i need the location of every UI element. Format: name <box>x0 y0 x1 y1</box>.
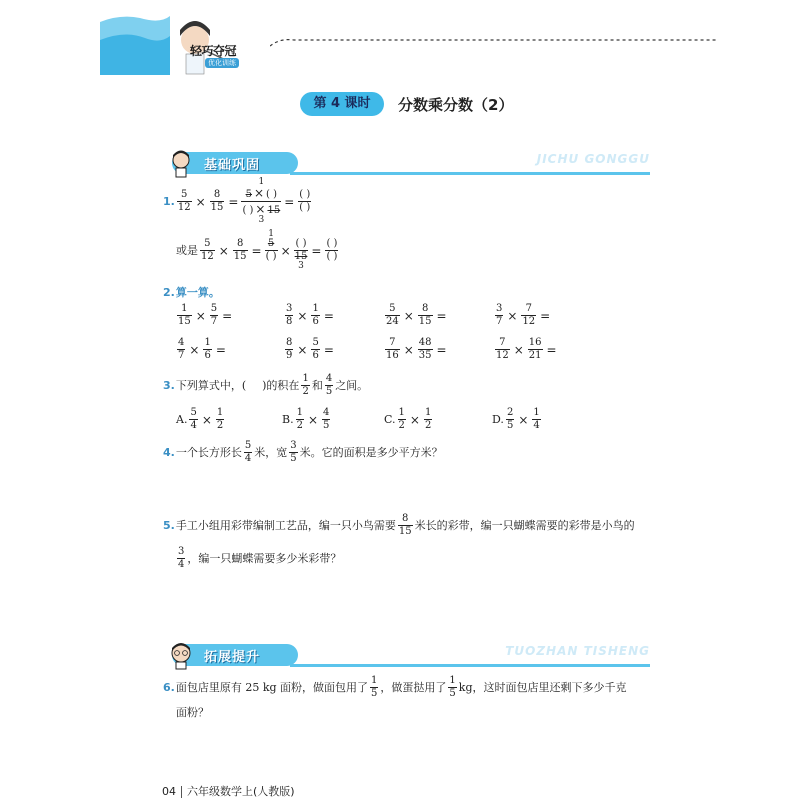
section-basic-header <box>160 148 650 174</box>
choice-option[interactable]: D. $\frac{2}{5}$ × $\frac{1}{4}$ <box>492 407 540 431</box>
fraction: $\frac{5}{12}$ <box>177 189 191 213</box>
section-label: 拓展提升 <box>204 650 261 665</box>
fraction: $\frac{5}{24}$ <box>386 303 399 327</box>
page-footer <box>162 783 295 799</box>
calc-item: $\frac{5}{24}$ × $\frac{8}{15}$ = <box>386 303 447 327</box>
choice-option[interactable]: C. $\frac{1}{2}$ × $\frac{1}{2}$ <box>384 407 432 431</box>
cancel-fraction: $\frac{( )}{15}$ 3 <box>294 238 308 271</box>
fraction: $\frac{4}{5}$ <box>323 407 330 431</box>
boy-avatar-icon <box>166 640 196 670</box>
fraction: $\frac{1}{2}$ <box>216 407 224 431</box>
choice-option[interactable]: B. $\frac{1}{2}$ × $\frac{4}{5}$ <box>282 407 330 431</box>
calc-item: $\frac{3}{8}$ × $\frac{1}{6}$ = <box>286 303 334 327</box>
fraction: $\frac{5}{4}$ <box>190 407 197 431</box>
question-2-grid <box>176 304 576 374</box>
question-3-options <box>176 408 576 432</box>
section-english: JICHU GONGGU <box>536 152 650 166</box>
logo-title: 轻巧夺冠 <box>190 44 237 58</box>
fraction: $\frac{7}{16}$ <box>386 337 399 361</box>
fraction: $\frac{1}{6}$ <box>312 303 319 327</box>
answer-fraction: $\frac{( )}{( )}$ <box>299 189 311 213</box>
section-underline <box>290 172 650 175</box>
fraction: $\frac{1}{2}$ <box>424 407 432 431</box>
question-4: 4. 一个长方形长 $\frac{5}{4}$ 米，宽 $\frac{3}{5}$ 米。它的面积是多少平方米？ <box>163 440 443 464</box>
girl-avatar-icon <box>166 148 196 178</box>
cancel-fraction: 1 $\frac{5}{( )}$ <box>265 229 277 262</box>
question-2-title: 2. 算一算。 <box>163 286 220 299</box>
logo-subtitle: 优化训练 <box>205 58 239 68</box>
fraction: $\frac{1}{2}$ <box>398 407 405 431</box>
fraction: $\frac{3}{7}$ <box>496 303 503 327</box>
fraction: $\frac{4}{7}$ <box>178 337 185 361</box>
fraction: $\frac{16}{21}$ <box>528 337 542 361</box>
section-english: TUOZHAN TISHENG <box>505 644 650 658</box>
calc-item: $\frac{7}{16}$ × $\frac{48}{35}$ = <box>386 337 447 361</box>
fraction: $\frac{3}{8}$ <box>286 303 293 327</box>
calc-item: $\frac{8}{9}$ × $\frac{5}{6}$ = <box>286 337 334 361</box>
calc-item: $\frac{7}{12}$ × $\frac{16}{21}$ = <box>496 337 557 361</box>
question-1-line-1: 1. $\frac{5}{12}$ × $\frac{8}{15}$ = 1 $\frac{5 \times ( )}{( ) \times 15}$ 3 = $\frac{( )}{( )}$ <box>163 177 311 225</box>
lesson-title: 分数乘分数（2） <box>398 96 514 114</box>
section-extend-header <box>160 640 650 666</box>
book-title: 六年级数学上(人教版) <box>187 785 295 798</box>
calc-item: $\frac{4}{7}$ × $\frac{1}{6}$ = <box>178 337 226 361</box>
page-number: 04 <box>162 785 176 798</box>
fraction: $\frac{7}{12}$ <box>496 337 509 361</box>
fraction: $\frac{5}{6}$ <box>312 337 319 361</box>
cancel-fraction: 1 $\frac{5 \times ( )}{( ) \times 15}$ 3 <box>242 177 281 225</box>
fraction: $\frac{8}{15}$ <box>210 189 224 213</box>
fraction: $\frac{1}{4}$ <box>533 407 540 431</box>
section-label: 基础巩固 <box>204 158 261 173</box>
fraction: $\frac{1}{15}$ <box>178 303 191 327</box>
fraction: $\frac{8}{15}$ <box>418 303 432 327</box>
question-6-line-1: 6. 面包店里原有 25 kg 面粉，做面包用了 $\frac{1}{5}$ ，做蛋挞用了 $\frac{1}{5}$ kg，这时面包店里还剩下多少千克 <box>163 675 627 699</box>
fraction: $\frac{1}{2}$ <box>296 407 303 431</box>
answer-fraction: $\frac{( )}{( )}$ <box>326 238 338 262</box>
header-dashed-line <box>270 38 718 48</box>
fraction: $\frac{7}{12}$ <box>522 303 536 327</box>
question-3: 3. 下列算式中，( )的积在 $\frac{1}{2}$ 和 $\frac{4}{5}$ 之间。 <box>163 373 369 397</box>
fraction: $\frac{48}{35}$ <box>418 337 432 361</box>
calc-item: $\frac{1}{15}$ × $\frac{5}{7}$ = <box>178 303 233 327</box>
calc-item: $\frac{3}{7}$ × $\frac{7}{12}$ = <box>496 303 551 327</box>
question-6-line-2: 面粉？ <box>176 706 209 719</box>
choice-option[interactable]: A. $\frac{5}{4}$ × $\frac{1}{2}$ <box>176 407 224 431</box>
fraction: $\frac{2}{5}$ <box>506 407 514 431</box>
question-1-line-2: 或是 $\frac{5}{12}$ × $\frac{8}{15}$ = 1 $\frac{5}{( )}$ × $\frac{( )}{15}$ 3 = $\frac{( )}{( )}$ <box>176 229 338 271</box>
lesson-badge: 第 4 课时 <box>300 92 384 116</box>
fraction: $\frac{8}{9}$ <box>286 337 293 361</box>
section-underline <box>290 664 650 667</box>
question-number: 1. <box>163 195 175 208</box>
fraction: $\frac{5}{7}$ <box>210 303 218 327</box>
question-5-line-1: 5. 手工小组用彩带编制工艺品，编一只小鸟需要 $\frac{8}{15}$ 米长的彩带，编一只蝴蝶需要的彩带是小鸟的 <box>163 513 635 537</box>
fraction: $\frac{1}{6}$ <box>204 337 211 361</box>
question-5-line-2: $\frac{3}{4}$ ，编一只蝴蝶需要多少米彩带？ <box>178 546 342 570</box>
